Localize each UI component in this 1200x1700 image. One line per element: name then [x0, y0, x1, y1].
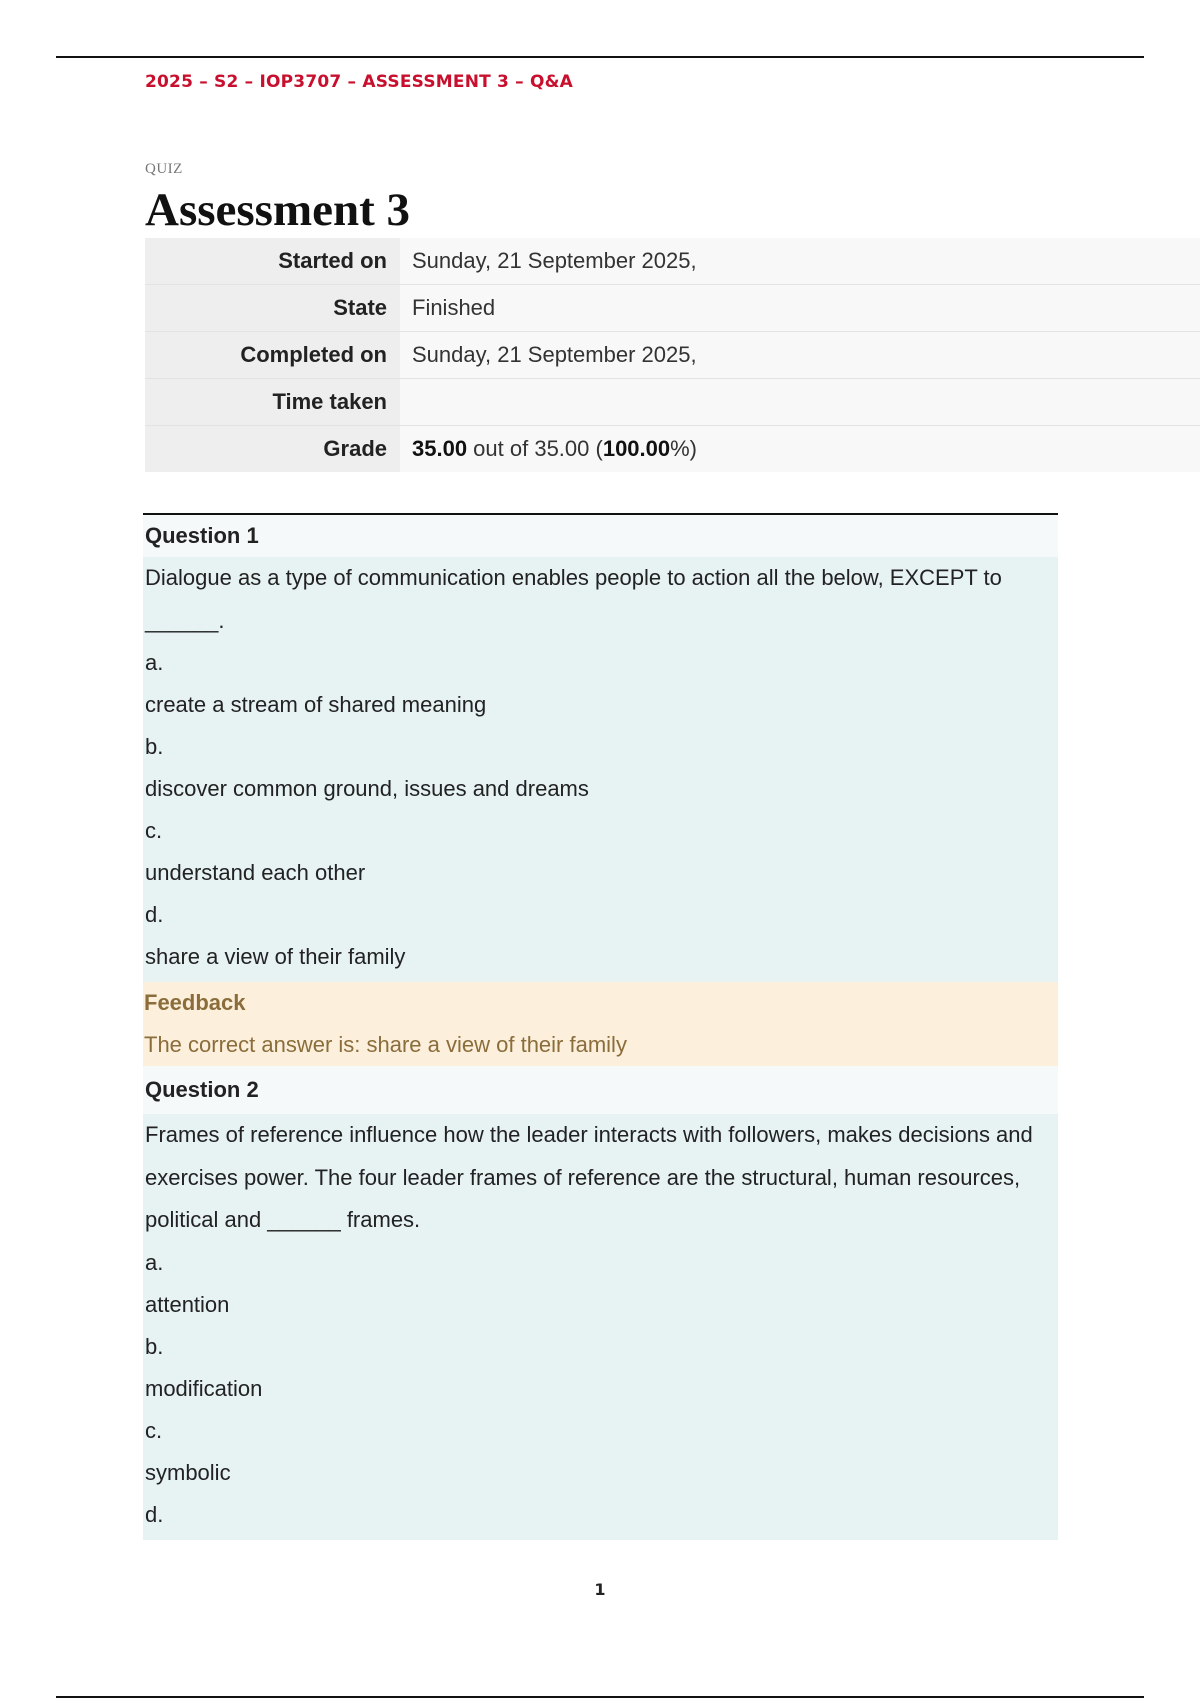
- question-text: Frames of reference influence how the leader interacts with followers, makes decisions and exercises power. The four leader frames of reference are the structural, human resources, political and ______ frames.: [145, 1122, 1033, 1232]
- grade-out-of: out of 35.00 (: [467, 436, 603, 461]
- state-row: [145, 285, 1200, 332]
- option-text: symbolic: [145, 1459, 231, 1485]
- option-letter: b.: [145, 734, 164, 759]
- grade-row: [145, 426, 1200, 473]
- time-taken-value: [400, 379, 1200, 426]
- option-text: modification: [145, 1375, 263, 1401]
- top-rule: [56, 56, 1144, 58]
- page-title: Assessment 3: [145, 184, 411, 236]
- grade-label: Grade: [145, 426, 400, 473]
- option-letter: b.: [145, 1333, 164, 1359]
- state-value: Finished: [400, 285, 1200, 332]
- option-text: understand each other: [145, 860, 366, 885]
- question-heading: Question 2: [143, 1066, 1058, 1114]
- grade-score: 35.00: [412, 436, 468, 461]
- option-text: discover common ground, issues and dreams: [145, 776, 589, 801]
- feedback-text: The correct answer is: share a view of their family: [144, 1032, 627, 1057]
- grade-value: [400, 426, 1200, 473]
- page-number: 1: [594, 1580, 606, 1599]
- option-letter: d.: [145, 902, 164, 927]
- started-on-value: Sunday, 21 September 2025,: [400, 238, 1200, 285]
- question-content: [143, 1114, 1058, 1540]
- grade-percent: 100.00: [602, 436, 671, 461]
- option-letter: a.: [145, 650, 164, 675]
- question-2: [143, 1066, 1058, 1540]
- started-on-row: [145, 238, 1200, 285]
- option-letter: d.: [145, 1501, 164, 1527]
- bottom-rule: [56, 1696, 1144, 1698]
- question-content: [143, 557, 1058, 982]
- grade-suffix: %): [670, 436, 698, 461]
- question-text: Dialogue as a type of communication enables people to action all the below, EXCEPT to ______.: [145, 565, 1002, 633]
- question-heading: Question 1: [143, 515, 1058, 557]
- option-text: attention: [145, 1291, 230, 1317]
- attempt-summary-table: [145, 238, 1200, 472]
- started-on-label: Started on: [145, 238, 400, 285]
- completed-on-value: Sunday, 21 September 2025,: [400, 332, 1200, 379]
- time-taken-row: [145, 379, 1200, 426]
- completed-on-label: Completed on: [145, 332, 400, 379]
- completed-on-row: [145, 332, 1200, 379]
- document-header: 2025 – S2 – IOP3707 – ASSESSMENT 3 – Q&A: [145, 72, 574, 92]
- question-1: [143, 513, 1058, 1066]
- quiz-label: QUIZ: [145, 161, 183, 177]
- option-text: share a view of their family: [145, 944, 406, 969]
- feedback-box: [143, 982, 1058, 1066]
- option-letter: a.: [145, 1249, 164, 1275]
- time-taken-label: Time taken: [145, 379, 400, 426]
- option-letter: c.: [145, 1417, 163, 1443]
- feedback-title: Feedback: [144, 990, 246, 1015]
- state-label: State: [145, 285, 400, 332]
- option-letter: c.: [145, 818, 163, 843]
- option-text: create a stream of shared meaning: [145, 692, 487, 717]
